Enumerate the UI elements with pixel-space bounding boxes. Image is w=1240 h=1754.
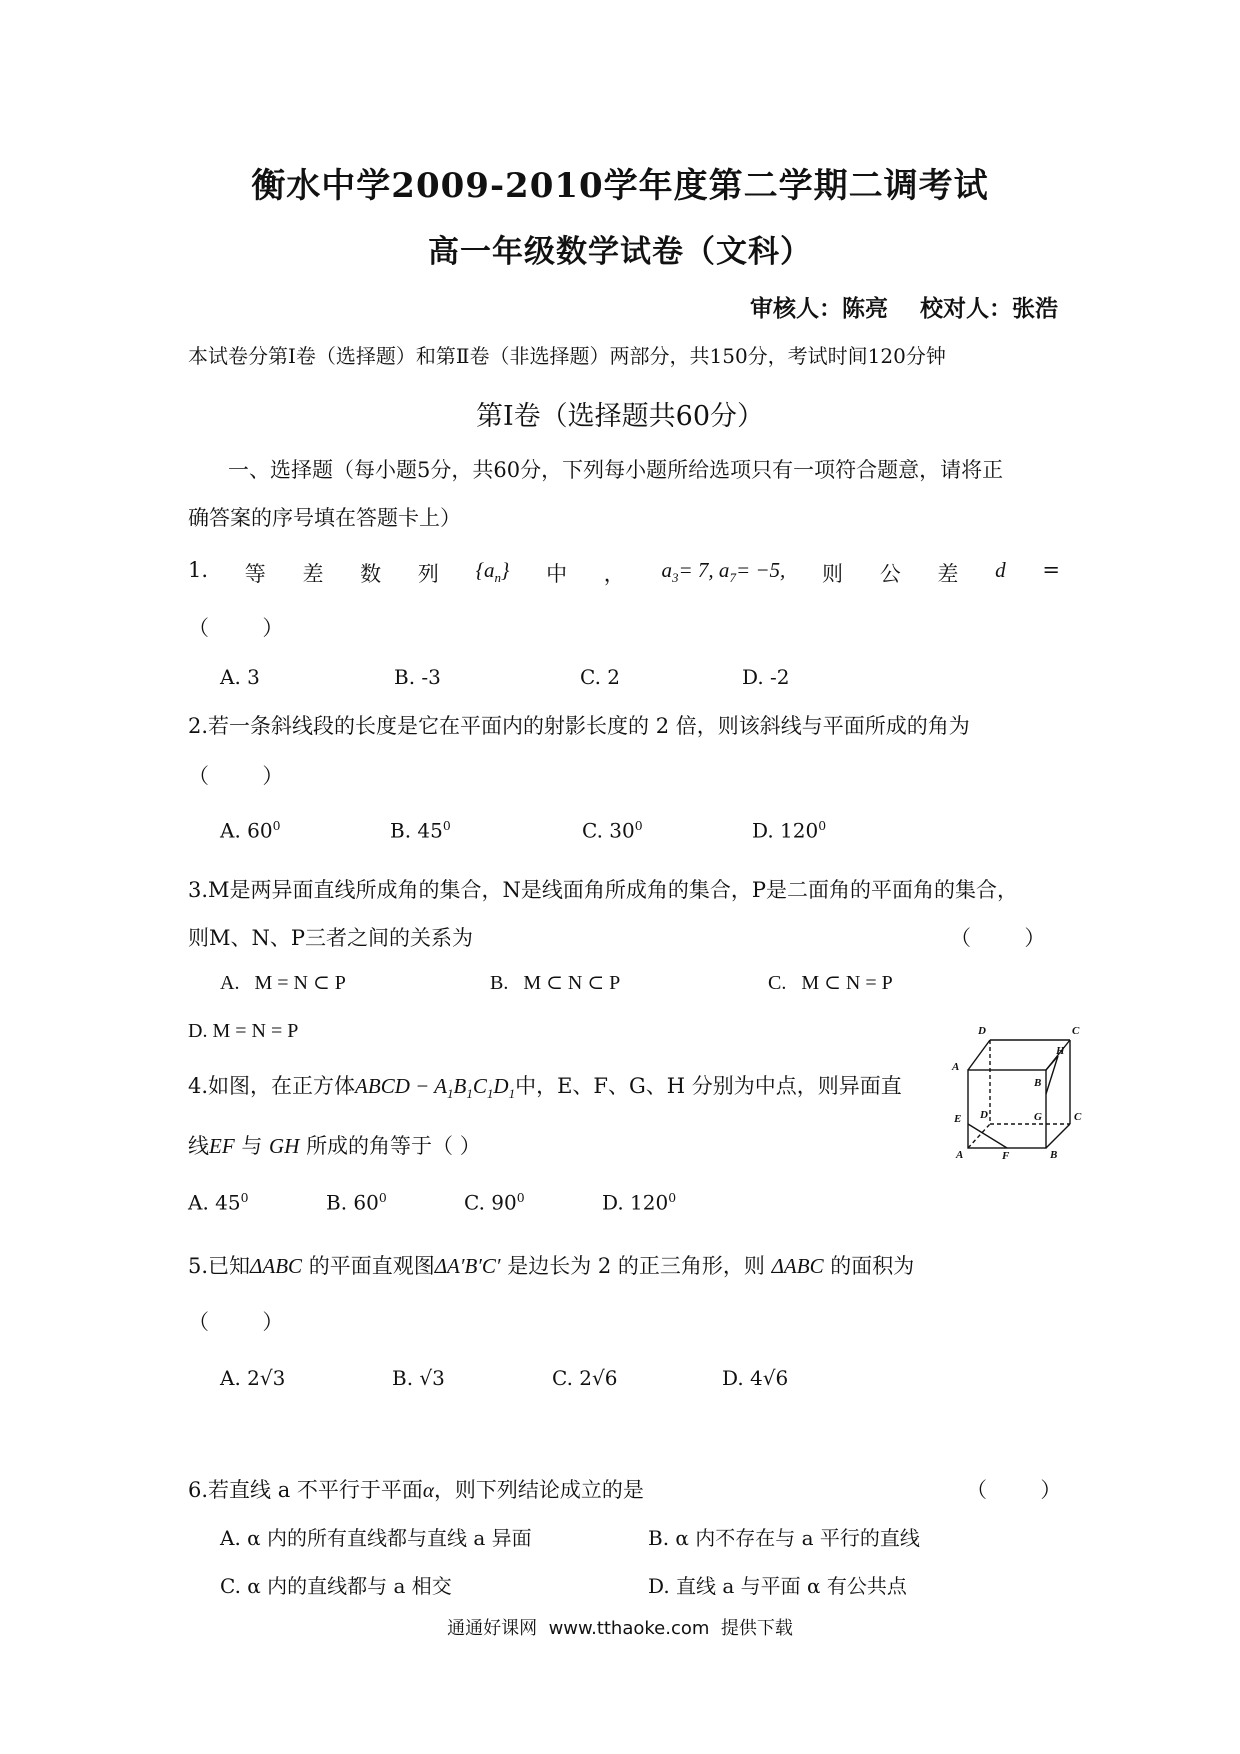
q1-option-a: A. 3 <box>220 665 260 689</box>
q1-word: 中 <box>546 562 568 586</box>
q6-option-d: D. 直线 a 与平面 α 有公共点 <box>648 1574 907 1598</box>
q3-option-a: A. M = N ⊂ P <box>220 972 346 994</box>
question-3-stem-2: 则M、N、P三者之间的关系为 <box>188 926 474 950</box>
cube-label: H <box>1056 1045 1065 1057</box>
question-4-stem: 4.如图，在正方体ABCD − $A_1B_1C_1D_1$中，E、F、G、H 分别为中点，则异面直 <box>188 1074 902 1102</box>
q1-sequence: $\{a_n\}$ <box>475 558 510 586</box>
q4-option-d: D. $120^0$ <box>602 1190 677 1215</box>
q3-option-c: C. M ⊂ N = P <box>768 972 893 994</box>
q3-option-b: B. M ⊂ N ⊂ P <box>490 972 621 994</box>
q1-word: 公 <box>879 562 901 586</box>
q5-option-a: A. 2√3 <box>220 1366 286 1390</box>
q5-answer-paren: （ ） <box>188 1310 284 1334</box>
q6-option-a: A. α 内的所有直线都与直线 a 异面 <box>220 1526 532 1550</box>
exam-subtitle: 高一年级数学试卷（文科） <box>428 234 812 270</box>
question-6-stem: 6.若直线 a 不平行于平面α，则下列结论成立的是 <box>188 1478 644 1502</box>
q1-option-d: D. -2 <box>742 665 790 689</box>
q6-answer-paren: （ ） <box>966 1478 1062 1502</box>
cube-label: A <box>956 1149 964 1160</box>
q5-option-b: B. √3 <box>392 1366 445 1390</box>
cube-label: C <box>1074 1111 1082 1123</box>
cube-label: D <box>978 1025 986 1037</box>
cube-label: A <box>952 1061 960 1073</box>
q6-option-c: C. α 内的直线都与 a 相交 <box>220 1574 452 1598</box>
question-5-stem: 5.已知ΔABC 的平面直观图ΔA′B′C′ 是边长为 2 的正三角形，则 ΔABC 的面积为 <box>188 1254 915 1278</box>
q1-word: 1. <box>188 558 209 582</box>
q2-option-b: B. $45^0$ <box>390 818 451 843</box>
q1-word: 则 <box>822 562 843 586</box>
cube-label: F <box>1002 1150 1010 1160</box>
q1-option-c: C. 2 <box>580 665 621 689</box>
q4-option-c: C. $90^0$ <box>464 1190 525 1215</box>
q1-word: 差 <box>302 562 324 586</box>
q4-option-b: B. $60^0$ <box>326 1190 387 1215</box>
cube-label: B <box>1034 1077 1042 1089</box>
instructions-line-1: 一、选择题（每小题5分，共60分，下列每小题所给选项只有一项符合题意，请将正 <box>228 458 1004 482</box>
q2-option-a: A. $60^0$ <box>220 818 281 843</box>
page-footer: 通通好课网 www.tthaoke.com 提供下载 <box>447 1618 793 1639</box>
q2-option-c: C. $30^0$ <box>582 818 643 843</box>
q1-answer-paren: （ ） <box>188 616 284 640</box>
q6-option-b: B. α 内不存在与 a 平行的直线 <box>648 1526 920 1550</box>
question-3-stem: 3.M是两异面直线所成角的集合，N是线面角所成角的集合，P是二面角的平面角的集合， <box>188 878 1019 902</box>
cube-label: B <box>1050 1149 1058 1160</box>
q1-word: 差 <box>937 562 959 586</box>
q1-d: d <box>995 558 1006 582</box>
question-4-stem-2: 线EF 与 GH 所成的角等于（ ） <box>188 1134 481 1158</box>
section-title: 第Ⅰ卷（选择题共60分） <box>475 401 765 432</box>
cube-figure <box>950 1020 1110 1160</box>
instructions-line-2: 确答案的序号填在答题卡上） <box>188 506 461 530</box>
exam-intro: 本试卷分第Ⅰ卷（选择题）和第Ⅱ卷（非选择题）两部分，共150分，考试时间120分钟 <box>188 344 946 368</box>
q4-option-a: A. $45^0$ <box>188 1190 249 1215</box>
q5-option-c: C. 2√6 <box>552 1366 618 1390</box>
q2-option-d: D. $120^0$ <box>752 818 827 843</box>
q1-word: 等 <box>244 562 266 586</box>
cube-label: C <box>1072 1025 1080 1037</box>
q1-option-b: B. -3 <box>394 665 441 689</box>
q1-word: = <box>1042 558 1060 582</box>
q1-word: ， <box>603 562 625 586</box>
q1-word: 数 <box>360 562 382 586</box>
q3-answer-paren: （ ） <box>950 926 1046 950</box>
q2-answer-paren: （ ） <box>188 764 284 788</box>
q1-word: 列 <box>417 562 439 586</box>
reviewers-line: 审核人：陈亮 校对人：张浩 <box>749 295 1058 322</box>
q3-option-d: D. M = N = P <box>188 1020 299 1042</box>
q1-condition: $a_3= 7$, $a_7= -5$, <box>661 558 786 586</box>
exam-title: 衡水中学2009-2010学年度第二学期二调考试 <box>251 166 989 206</box>
cube-label: E <box>954 1113 962 1125</box>
question-2-stem: 2.若一条斜线段的长度是它在平面内的射影长度的 2 倍，则该斜线与平面所成的角为 <box>188 714 970 738</box>
question-1-stem <box>188 558 1060 588</box>
q5-option-d: D. 4√6 <box>722 1366 789 1390</box>
cube-label: G <box>1034 1111 1042 1123</box>
cube-label: D <box>980 1109 988 1121</box>
